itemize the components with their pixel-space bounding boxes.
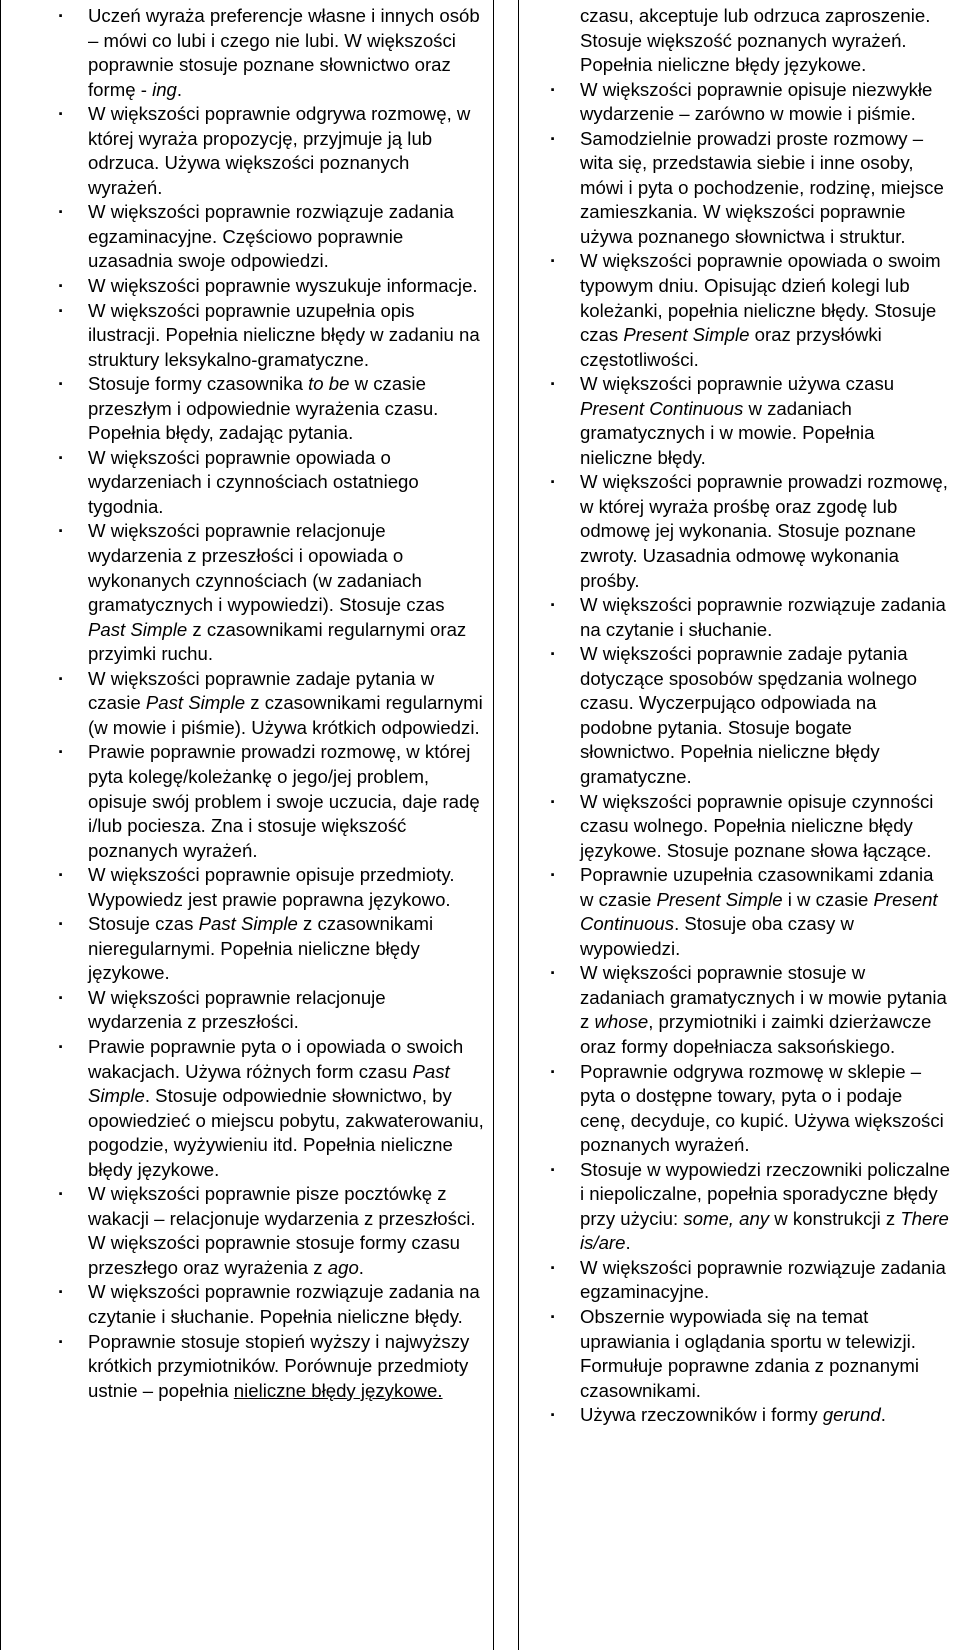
bullet-item (58, 200, 484, 274)
item-text: W większości poprawnie opowiada o wydarzeniach i czynnościach ostatniego tygodnia. (88, 446, 419, 517)
bullet-item (58, 863, 484, 912)
item-text: Past Simple (88, 1060, 450, 1107)
bullet-item (58, 912, 484, 986)
item-text: Present Continuous (580, 397, 744, 419)
item-text: Samodzielnie prowadzi proste rozmowy – wita się, przedstawia siebie i inne osoby, mówi i pyta o pochodzenie, rodzinę, miejsce zamieszkania. W większości poprawnie używa poznanego słownictwa i struktur. (580, 127, 944, 247)
item-text: Stosuje formy czasownika (88, 373, 309, 395)
bullet-item (550, 127, 952, 250)
item-text: W większości poprawnie pisze pocztówkę z wakacji – relacjonuje wydarzenia z przeszłości. W większości poprawnie stosuje formy czasu przeszłego oraz wyrażenia z (88, 1183, 476, 1278)
bullet-item (550, 4, 952, 78)
item-text: oraz przysłówki częstotliwości. (580, 324, 882, 370)
item-text: Prawie poprawnie pyta o i opowiada o swoich wakacjach. Używa różnych form czasu (88, 1035, 464, 1082)
bullet-item (58, 4, 484, 102)
bullet-item (550, 1403, 952, 1428)
item-text: to be (308, 373, 350, 395)
bullet-item (550, 249, 952, 372)
item-text: whose (594, 1011, 649, 1033)
bullet-item (550, 1060, 952, 1158)
item-text: Poprawnie uzupełnia czasownikami zdania w czasie (580, 864, 934, 910)
item-text: ing (152, 78, 177, 100)
column-divider-line-2 (518, 0, 519, 1650)
item-text: . (625, 1232, 631, 1254)
item-text: W większości poprawnie zadaje pytania w czasie (88, 667, 435, 714)
item-text: Present Simple (623, 324, 750, 346)
bullet-item (550, 470, 952, 593)
item-text: w zadaniach gramatycznych i w mowie. Popełnia nieliczne błędy. (580, 397, 875, 468)
bullet-item (58, 274, 484, 299)
bullet-item (550, 790, 952, 864)
item-text: Past Simple (88, 618, 188, 640)
item-text: W większości poprawnie rozwiązuje zadania na czytanie i słuchanie. Popełnia nieliczne błędy. (88, 1281, 480, 1327)
item-text: w czasie przeszłym i odpowiednie wyrażenia czasu. Popełnia błędy, zadając pytania. (88, 373, 439, 444)
bullet-item (58, 1035, 484, 1182)
item-text: nieliczne błędy językowe. (233, 1379, 443, 1401)
item-text: W większości poprawnie stosuje w zadaniach gramatycznych i w mowie pytania z (580, 962, 947, 1033)
item-text: z czasownikami regularnymi oraz przyimki ruchu. (88, 618, 467, 665)
item-text: W większości poprawnie rozwiązuje zadania egzaminacyjne. Częściowo poprawnie uzasadnia swoje odpowiedzi. (88, 201, 454, 272)
item-text: z czasownikami regularnymi (w mowie i piśmie). Używa krótkich odpowiedzi. (88, 692, 483, 738)
item-text: W większości poprawnie opisuje niezwykłe wydarzenie – zarówno w mowie i piśmie. (580, 78, 933, 125)
item-text: ago (327, 1256, 359, 1278)
bullet-item (58, 667, 484, 741)
item-text: w konstrukcji z (769, 1207, 901, 1229)
column-divider-line (493, 0, 494, 1650)
bullet-item (550, 1256, 952, 1305)
item-text: Present Simple (656, 888, 783, 910)
item-text: Uczeń wyraża preferencje własne i innych osób – mówi co lubi i czego nie lubi. W większości poprawnie stosuje poznane słownictwo oraz formę - (88, 5, 480, 100)
item-text: Present Continuous (580, 888, 938, 935)
bullet-item (58, 519, 484, 666)
item-text: W większości poprawnie zadaje pytania dotyczące sposobów spędzania wolnego czasu. Wyczerpująco odpowiada na podobne pytania. Stosuje bogate słownictwo. Popełnia nieliczne błędy gramatyczne. (580, 643, 917, 787)
item-text: Używa rzeczowników i formy (580, 1404, 823, 1426)
item-text: z czasownikami nieregularnymi. Popełnia nieliczne błędy językowe. (88, 913, 434, 984)
item-text: gerund (822, 1404, 881, 1426)
bullet-item (550, 593, 952, 642)
bullet-item (550, 863, 952, 961)
bullet-item (550, 78, 952, 127)
item-text: W większości poprawnie relacjonuje wydarzenia z przeszłości. (88, 986, 386, 1033)
item-text: W większości poprawnie rozwiązuje zadania na czytanie i słuchanie. (580, 594, 946, 640)
item-text: Stosuje w wypowiedzi rzeczowniki policzalne i niepoliczalne, popełnia sporadyczne błędy przy użyciu: (580, 1158, 950, 1229)
bullet-item (58, 102, 484, 200)
item-text: . Stosuje oba czasy w wypowiedzi. (580, 913, 854, 959)
item-text: Obszernie wypowiada się na temat uprawiania i oglądania sportu w telewizji. Formułuje poprawne zdania z poznanymi czasownikami. (580, 1305, 919, 1401)
item-text: W większości poprawnie wyszukuje informacje. (88, 275, 478, 297)
bullet-item (58, 372, 484, 446)
item-text: There is/are (580, 1207, 949, 1254)
item-text: Stosuje czas (88, 913, 199, 935)
bullet-item (58, 446, 484, 520)
bullet-item (550, 1305, 952, 1403)
item-text: czasu, akceptuje lub odrzuca zaproszenie. Stosuje większość poznanych wyrażeń. Popełnia nieliczne błędy językowe. (580, 5, 931, 76)
item-text: W większości poprawnie używa czasu (580, 373, 895, 395)
left-column (58, 4, 484, 1403)
item-text: W większości poprawnie rozwiązuje zadania egzaminacyjne. (580, 1256, 946, 1303)
item-text: Poprawnie odgrywa rozmowę w sklepie – pyta o dostępne towary, pyta o i podaje cenę, decyduje, co kupić. Używa większości poznanych wyrażeń. (580, 1060, 944, 1156)
item-text: Prawie poprawnie prowadzi rozmowę, w której pyta kolegę/koleżankę o jego/jej problem, opisuje swój problem i swoje uczucia, daje radę i/lub pocieszа. Zna i stosuje większość poznanych wyrażeń. (88, 741, 480, 861)
right-column (550, 4, 952, 1428)
item-text: W większości poprawnie opowiada o swoim typowym dniu. Opisując dzień kolegi lub koleżanki, popełnia nieliczne błędy. Stosuje czas (580, 250, 941, 346)
item-text: W większości poprawnie odgrywa rozmowę, w której wyraża propozycję, przyjmuje ją lub odrzuca. Używa większości poznanych wyrażeń. (88, 103, 471, 198)
bullet-item (550, 961, 952, 1059)
item-text: some, any (683, 1207, 770, 1229)
bullet-item (550, 642, 952, 789)
item-text: Past Simple (145, 692, 246, 714)
bullet-item (550, 1158, 952, 1256)
item-text: . (358, 1256, 364, 1278)
bullet-item (58, 299, 484, 373)
bullet-item (58, 986, 484, 1035)
item-text: . (880, 1404, 886, 1426)
bullet-item (58, 1330, 484, 1404)
bullet-item (550, 372, 952, 470)
bullet-item (58, 1280, 484, 1329)
item-text: , przymiotniki i zaimki dzierżawcze oraz formy dopełniacza saksońskiego. (580, 1011, 932, 1057)
bullet-item (58, 740, 484, 863)
item-text: W większości poprawnie opisuje przedmioty. Wypowiedz jest prawie poprawna językowo. (88, 864, 455, 910)
item-text: Poprawnie stosuje stopień wyższy i najwyższy krótkich przymiotników. Porównuje przedmioty ustnie – popełnia (88, 1330, 470, 1401)
left-border-line (0, 0, 1, 1650)
item-text: . Stosuje odpowiednie słownictwo, by opowiedzieć o miejscu pobytu, zakwaterowaniu, pogodzie, wyżywieniu itd. Popełnia nieliczne błędy językowe. (88, 1085, 484, 1180)
item-text: . (176, 78, 183, 100)
item-text: W większości poprawnie relacjonuje wydarzenia z przeszłości i opowiada o wykonanych czynnościach (w zadaniach gramatycznych i wypowiedzi). Stosuje czas (88, 520, 445, 616)
item-text: W większości poprawnie opisuje czynności czasu wolnego. Popełnia nieliczne błędy językowe. Stosuje poznane słowa łączące. (580, 790, 934, 861)
item-text: i w czasie (782, 888, 874, 910)
item-text: Past Simple (198, 913, 298, 935)
item-text: W większości poprawnie prowadzi rozmowę, w której wyraża prośbę oraz zgodę lub odmowę jej wykonania. Stosuje poznane zwroty. Uzasadnia odmowę wykonania prośby. (580, 471, 948, 591)
bullet-item (58, 1182, 484, 1280)
item-text: W większości poprawnie uzupełnia opis ilustracji. Popełnia nieliczne błędy w zadaniu na struktury leksykalno-gramatyczne. (88, 299, 480, 370)
